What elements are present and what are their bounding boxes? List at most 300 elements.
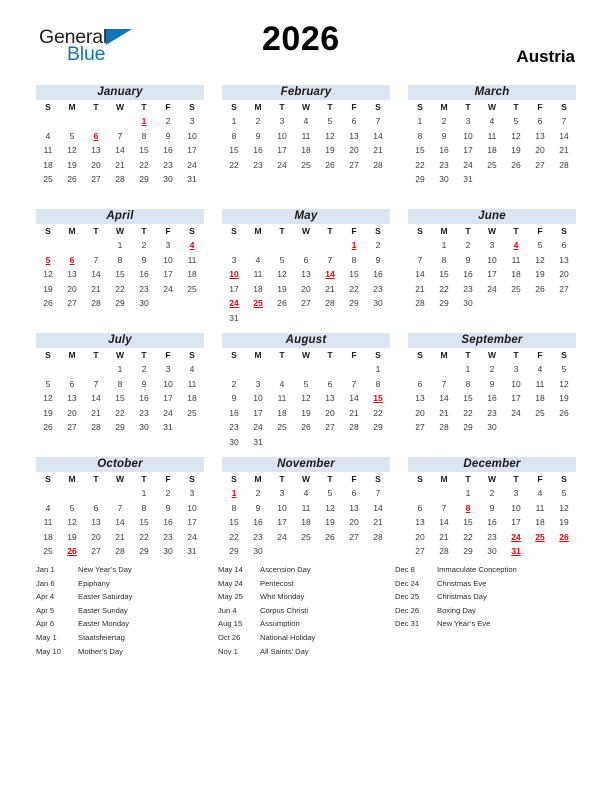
day-cell[interactable]: 21 (115, 531, 125, 542)
day-cell[interactable]: 23 (139, 283, 149, 294)
day-cell[interactable]: 19 (511, 145, 521, 156)
day-cell[interactable]: 2 (255, 116, 261, 127)
day-cell[interactable]: 8 (231, 502, 237, 513)
day-cell-holiday[interactable]: 31 (511, 546, 521, 557)
day-cell[interactable]: 13 (349, 502, 359, 513)
day-cell[interactable]: 17 (187, 145, 197, 156)
day-cell[interactable]: 16 (139, 393, 149, 404)
day-cell[interactable]: 6 (351, 488, 357, 499)
day-cell[interactable]: 2 (441, 116, 447, 127)
day-cell[interactable]: 1 (117, 240, 123, 251)
day-cell[interactable]: 12 (559, 502, 569, 513)
day-cell[interactable]: 7 (375, 116, 381, 127)
day-cell[interactable]: 9 (141, 378, 147, 389)
day-cell[interactable]: 21 (349, 407, 359, 418)
day-cell[interactable]: 21 (559, 145, 569, 156)
day-cell[interactable]: 19 (559, 517, 569, 528)
day-cell[interactable]: 23 (373, 283, 383, 294)
day-cell[interactable]: 3 (189, 488, 195, 499)
day-cell[interactable]: 18 (43, 159, 53, 170)
day-cell[interactable]: 3 (279, 116, 285, 127)
day-cell[interactable]: 27 (349, 159, 359, 170)
day-cell[interactable]: 17 (277, 145, 287, 156)
day-cell[interactable]: 15 (115, 269, 125, 280)
day-cell[interactable]: 19 (325, 145, 335, 156)
day-cell[interactable]: 22 (229, 531, 239, 542)
day-cell[interactable]: 10 (511, 378, 521, 389)
day-cell[interactable]: 26 (511, 159, 521, 170)
day-cell[interactable]: 8 (375, 378, 381, 389)
day-cell[interactable]: 3 (165, 240, 171, 251)
day-cell-holiday[interactable]: 26 (559, 531, 569, 542)
day-cell[interactable]: 29 (439, 298, 449, 309)
day-cell[interactable]: 28 (91, 422, 101, 433)
day-cell[interactable]: 14 (115, 517, 125, 528)
day-cell[interactable]: 22 (439, 283, 449, 294)
day-cell[interactable]: 22 (463, 531, 473, 542)
day-cell[interactable]: 20 (91, 159, 101, 170)
day-cell[interactable]: 29 (373, 422, 383, 433)
day-cell[interactable]: 13 (91, 517, 101, 528)
day-cell[interactable]: 19 (301, 407, 311, 418)
day-cell[interactable]: 15 (463, 393, 473, 404)
day-cell[interactable]: 28 (439, 422, 449, 433)
day-cell[interactable]: 5 (69, 502, 75, 513)
day-cell[interactable]: 9 (231, 393, 237, 404)
day-cell[interactable]: 4 (537, 364, 543, 375)
day-cell[interactable]: 11 (43, 517, 53, 528)
day-cell-holiday[interactable]: 1 (351, 240, 357, 251)
day-cell[interactable]: 9 (465, 254, 471, 265)
day-cell[interactable]: 12 (277, 269, 287, 280)
day-cell[interactable]: 4 (303, 488, 309, 499)
day-cell[interactable]: 2 (489, 488, 495, 499)
day-cell[interactable]: 12 (43, 269, 53, 280)
day-cell[interactable]: 26 (43, 298, 53, 309)
day-cell[interactable]: 20 (415, 531, 425, 542)
day-cell[interactable]: 18 (535, 517, 545, 528)
day-cell-holiday[interactable]: 8 (465, 502, 471, 513)
day-cell[interactable]: 14 (415, 269, 425, 280)
day-cell[interactable]: 1 (465, 364, 471, 375)
day-cell[interactable]: 26 (325, 531, 335, 542)
day-cell[interactable]: 26 (301, 422, 311, 433)
day-cell[interactable]: 3 (231, 254, 237, 265)
day-cell[interactable]: 31 (463, 174, 473, 185)
day-cell[interactable]: 4 (45, 130, 51, 141)
day-cell-holiday[interactable]: 6 (69, 254, 75, 265)
day-cell[interactable]: 20 (91, 531, 101, 542)
day-cell[interactable]: 19 (535, 269, 545, 280)
day-cell[interactable]: 28 (415, 298, 425, 309)
day-cell[interactable]: 7 (441, 378, 447, 389)
day-cell[interactable]: 2 (465, 240, 471, 251)
day-cell[interactable]: 3 (513, 364, 519, 375)
day-cell[interactable]: 12 (67, 145, 77, 156)
day-cell[interactable]: 27 (535, 159, 545, 170)
day-cell[interactable]: 15 (229, 517, 239, 528)
day-cell[interactable]: 7 (417, 254, 423, 265)
day-cell[interactable]: 29 (349, 298, 359, 309)
day-cell[interactable]: 14 (349, 393, 359, 404)
day-cell[interactable]: 21 (415, 283, 425, 294)
day-cell[interactable]: 11 (535, 378, 545, 389)
day-cell[interactable]: 26 (559, 407, 569, 418)
day-cell[interactable]: 19 (277, 283, 287, 294)
day-cell[interactable]: 31 (163, 422, 173, 433)
day-cell[interactable]: 13 (559, 254, 569, 265)
day-cell[interactable]: 10 (187, 130, 197, 141)
day-cell[interactable]: 11 (511, 254, 521, 265)
day-cell[interactable]: 9 (375, 254, 381, 265)
day-cell[interactable]: 17 (277, 517, 287, 528)
day-cell[interactable]: 15 (139, 517, 149, 528)
day-cell[interactable]: 4 (489, 116, 495, 127)
day-cell[interactable]: 20 (67, 407, 77, 418)
day-cell[interactable]: 7 (117, 130, 123, 141)
day-cell[interactable]: 21 (439, 531, 449, 542)
day-cell[interactable]: 17 (511, 517, 521, 528)
day-cell[interactable]: 17 (511, 393, 521, 404)
day-cell[interactable]: 16 (373, 269, 383, 280)
day-cell-holiday[interactable]: 14 (325, 269, 335, 280)
day-cell[interactable]: 14 (91, 269, 101, 280)
day-cell[interactable]: 1 (441, 240, 447, 251)
day-cell[interactable]: 3 (165, 364, 171, 375)
day-cell[interactable]: 25 (43, 174, 53, 185)
day-cell[interactable]: 27 (415, 422, 425, 433)
day-cell[interactable]: 10 (253, 393, 263, 404)
day-cell[interactable]: 5 (561, 488, 567, 499)
day-cell[interactable]: 13 (67, 393, 77, 404)
day-cell[interactable]: 16 (487, 517, 497, 528)
day-cell[interactable]: 10 (163, 254, 173, 265)
day-cell[interactable]: 4 (303, 116, 309, 127)
day-cell[interactable]: 20 (349, 145, 359, 156)
day-cell[interactable]: 7 (93, 254, 99, 265)
day-cell[interactable]: 8 (117, 254, 123, 265)
day-cell[interactable]: 13 (415, 517, 425, 528)
day-cell[interactable]: 23 (253, 159, 263, 170)
day-cell[interactable]: 6 (69, 378, 75, 389)
day-cell[interactable]: 15 (229, 145, 239, 156)
day-cell[interactable]: 2 (141, 364, 147, 375)
day-cell[interactable]: 17 (163, 393, 173, 404)
day-cell[interactable]: 30 (253, 546, 263, 557)
day-cell[interactable]: 10 (277, 502, 287, 513)
day-cell[interactable]: 14 (373, 130, 383, 141)
day-cell[interactable]: 25 (511, 283, 521, 294)
day-cell[interactable]: 6 (351, 116, 357, 127)
day-cell[interactable]: 19 (67, 531, 77, 542)
day-cell[interactable]: 24 (187, 159, 197, 170)
day-cell[interactable]: 12 (67, 517, 77, 528)
day-cell[interactable]: 7 (441, 502, 447, 513)
day-cell[interactable]: 13 (349, 130, 359, 141)
day-cell[interactable]: 11 (301, 130, 311, 141)
day-cell[interactable]: 5 (69, 130, 75, 141)
day-cell[interactable]: 16 (163, 517, 173, 528)
day-cell-holiday[interactable]: 5 (45, 254, 51, 265)
day-cell[interactable]: 27 (91, 546, 101, 557)
day-cell[interactable]: 12 (325, 502, 335, 513)
day-cell[interactable]: 13 (415, 393, 425, 404)
day-cell[interactable]: 27 (67, 422, 77, 433)
day-cell[interactable]: 12 (535, 254, 545, 265)
day-cell[interactable]: 22 (139, 531, 149, 542)
day-cell[interactable]: 22 (115, 283, 125, 294)
day-cell[interactable]: 1 (231, 116, 237, 127)
day-cell[interactable]: 3 (513, 488, 519, 499)
day-cell[interactable]: 22 (415, 159, 425, 170)
day-cell[interactable]: 8 (141, 502, 147, 513)
day-cell[interactable]: 23 (139, 407, 149, 418)
day-cell[interactable]: 28 (373, 159, 383, 170)
day-cell[interactable]: 6 (417, 378, 423, 389)
day-cell[interactable]: 8 (441, 254, 447, 265)
day-cell[interactable]: 14 (115, 145, 125, 156)
day-cell[interactable]: 20 (67, 283, 77, 294)
day-cell[interactable]: 22 (229, 159, 239, 170)
day-cell[interactable]: 4 (255, 254, 261, 265)
day-cell[interactable]: 12 (559, 378, 569, 389)
day-cell[interactable]: 11 (487, 130, 497, 141)
day-cell[interactable]: 23 (253, 531, 263, 542)
day-cell-holiday[interactable]: 4 (189, 240, 195, 251)
day-cell[interactable]: 11 (253, 269, 263, 280)
day-cell[interactable]: 21 (373, 145, 383, 156)
day-cell[interactable]: 27 (349, 531, 359, 542)
day-cell[interactable]: 2 (165, 116, 171, 127)
day-cell[interactable]: 3 (255, 378, 261, 389)
day-cell[interactable]: 30 (229, 436, 239, 447)
day-cell-holiday[interactable]: 1 (231, 488, 237, 499)
day-cell-holiday[interactable]: 26 (67, 546, 77, 557)
day-cell[interactable]: 16 (139, 269, 149, 280)
day-cell[interactable]: 24 (163, 407, 173, 418)
day-cell[interactable]: 24 (463, 159, 473, 170)
day-cell[interactable]: 19 (43, 283, 53, 294)
day-cell[interactable]: 25 (187, 283, 197, 294)
day-cell[interactable]: 7 (561, 116, 567, 127)
day-cell[interactable]: 10 (487, 254, 497, 265)
day-cell[interactable]: 13 (301, 269, 311, 280)
day-cell[interactable]: 28 (349, 422, 359, 433)
day-cell[interactable]: 24 (511, 407, 521, 418)
day-cell[interactable]: 21 (91, 283, 101, 294)
day-cell[interactable]: 6 (561, 240, 567, 251)
day-cell[interactable]: 11 (277, 393, 287, 404)
day-cell[interactable]: 22 (463, 407, 473, 418)
day-cell[interactable]: 3 (465, 116, 471, 127)
day-cell[interactable]: 30 (163, 546, 173, 557)
day-cell[interactable]: 27 (91, 174, 101, 185)
day-cell[interactable]: 6 (303, 254, 309, 265)
day-cell[interactable]: 10 (511, 502, 521, 513)
day-cell[interactable]: 18 (277, 407, 287, 418)
day-cell[interactable]: 13 (91, 145, 101, 156)
day-cell-holiday[interactable]: 4 (513, 240, 519, 251)
day-cell[interactable]: 24 (163, 283, 173, 294)
day-cell[interactable]: 30 (487, 546, 497, 557)
day-cell[interactable]: 14 (373, 502, 383, 513)
day-cell-holiday[interactable]: 6 (93, 130, 99, 141)
day-cell[interactable]: 19 (43, 407, 53, 418)
day-cell[interactable]: 1 (117, 364, 123, 375)
day-cell[interactable]: 30 (463, 298, 473, 309)
day-cell[interactable]: 8 (117, 378, 123, 389)
day-cell[interactable]: 28 (91, 298, 101, 309)
day-cell[interactable]: 24 (253, 422, 263, 433)
day-cell[interactable]: 16 (163, 145, 173, 156)
day-cell[interactable]: 20 (301, 283, 311, 294)
day-cell[interactable]: 11 (301, 502, 311, 513)
day-cell[interactable]: 25 (187, 407, 197, 418)
day-cell-holiday[interactable]: 10 (229, 269, 239, 280)
day-cell[interactable]: 23 (163, 159, 173, 170)
day-cell[interactable]: 9 (255, 130, 261, 141)
day-cell[interactable]: 28 (115, 546, 125, 557)
day-cell[interactable]: 4 (279, 378, 285, 389)
day-cell[interactable]: 16 (439, 145, 449, 156)
day-cell[interactable]: 21 (115, 159, 125, 170)
day-cell[interactable]: 17 (463, 145, 473, 156)
day-cell[interactable]: 16 (253, 517, 263, 528)
day-cell[interactable]: 25 (43, 546, 53, 557)
day-cell[interactable]: 21 (439, 407, 449, 418)
day-cell[interactable]: 14 (439, 517, 449, 528)
day-cell[interactable]: 30 (439, 174, 449, 185)
day-cell[interactable]: 2 (255, 488, 261, 499)
day-cell[interactable]: 11 (187, 378, 197, 389)
day-cell[interactable]: 24 (187, 531, 197, 542)
day-cell[interactable]: 18 (253, 283, 263, 294)
day-cell[interactable]: 14 (439, 393, 449, 404)
day-cell[interactable]: 19 (325, 517, 335, 528)
day-cell[interactable]: 23 (163, 531, 173, 542)
day-cell[interactable]: 12 (325, 130, 335, 141)
day-cell[interactable]: 29 (463, 422, 473, 433)
day-cell[interactable]: 5 (45, 378, 51, 389)
day-cell[interactable]: 8 (141, 130, 147, 141)
day-cell[interactable]: 9 (165, 502, 171, 513)
general-blue-logo[interactable] (39, 27, 159, 69)
day-cell[interactable]: 25 (487, 159, 497, 170)
day-cell[interactable]: 10 (163, 378, 173, 389)
day-cell[interactable]: 23 (229, 422, 239, 433)
day-cell[interactable]: 30 (139, 422, 149, 433)
day-cell[interactable]: 25 (301, 159, 311, 170)
day-cell-holiday[interactable]: 24 (511, 531, 521, 542)
day-cell[interactable]: 26 (325, 159, 335, 170)
day-cell[interactable]: 2 (489, 364, 495, 375)
day-cell[interactable]: 11 (43, 145, 53, 156)
day-cell[interactable]: 21 (91, 407, 101, 418)
day-cell[interactable]: 16 (463, 269, 473, 280)
day-cell[interactable]: 29 (463, 546, 473, 557)
day-cell[interactable]: 16 (487, 393, 497, 404)
day-cell[interactable]: 9 (141, 254, 147, 265)
day-cell[interactable]: 15 (415, 145, 425, 156)
day-cell[interactable]: 9 (441, 130, 447, 141)
day-cell[interactable]: 27 (325, 422, 335, 433)
day-cell[interactable]: 26 (67, 174, 77, 185)
day-cell[interactable]: 5 (327, 488, 333, 499)
day-cell-holiday[interactable]: 25 (535, 531, 545, 542)
day-cell[interactable]: 23 (487, 407, 497, 418)
day-cell[interactable]: 15 (349, 269, 359, 280)
day-cell[interactable]: 15 (115, 393, 125, 404)
day-cell[interactable]: 28 (115, 174, 125, 185)
day-cell[interactable]: 2 (141, 240, 147, 251)
day-cell[interactable]: 5 (561, 364, 567, 375)
day-cell[interactable]: 19 (559, 393, 569, 404)
day-cell[interactable]: 21 (325, 283, 335, 294)
day-cell[interactable]: 17 (163, 269, 173, 280)
day-cell[interactable]: 8 (351, 254, 357, 265)
day-cell[interactable]: 19 (67, 159, 77, 170)
day-cell[interactable]: 2 (375, 240, 381, 251)
day-cell[interactable]: 15 (463, 517, 473, 528)
day-cell[interactable]: 5 (537, 240, 543, 251)
day-cell[interactable]: 25 (277, 422, 287, 433)
day-cell[interactable]: 28 (325, 298, 335, 309)
day-cell[interactable]: 26 (43, 422, 53, 433)
day-cell[interactable]: 28 (559, 159, 569, 170)
day-cell[interactable]: 14 (559, 130, 569, 141)
day-cell[interactable]: 22 (139, 159, 149, 170)
day-cell[interactable]: 30 (487, 422, 497, 433)
day-cell[interactable]: 15 (439, 269, 449, 280)
day-cell[interactable]: 11 (187, 254, 197, 265)
day-cell[interactable]: 31 (187, 546, 197, 557)
day-cell[interactable]: 6 (327, 378, 333, 389)
day-cell[interactable]: 16 (253, 145, 263, 156)
day-cell[interactable]: 6 (537, 116, 543, 127)
day-cell[interactable]: 20 (415, 407, 425, 418)
day-cell[interactable]: 1 (465, 488, 471, 499)
day-cell[interactable]: 18 (301, 517, 311, 528)
day-cell[interactable]: 20 (535, 145, 545, 156)
day-cell[interactable]: 28 (439, 546, 449, 557)
day-cell[interactable]: 12 (43, 393, 53, 404)
day-cell[interactable]: 30 (139, 298, 149, 309)
day-cell[interactable]: 20 (559, 269, 569, 280)
day-cell[interactable]: 8 (417, 130, 423, 141)
day-cell[interactable]: 17 (187, 517, 197, 528)
day-cell[interactable]: 11 (535, 502, 545, 513)
day-cell[interactable]: 10 (277, 130, 287, 141)
day-cell[interactable]: 30 (163, 174, 173, 185)
day-cell[interactable]: 10 (187, 502, 197, 513)
day-cell[interactable]: 4 (189, 364, 195, 375)
day-cell[interactable]: 5 (327, 116, 333, 127)
day-cell[interactable]: 13 (67, 269, 77, 280)
day-cell[interactable]: 25 (535, 407, 545, 418)
day-cell[interactable]: 18 (187, 269, 197, 280)
day-cell[interactable]: 31 (253, 436, 263, 447)
day-cell-holiday[interactable]: 25 (253, 298, 263, 309)
day-cell[interactable]: 1 (417, 116, 423, 127)
day-cell[interactable]: 27 (559, 283, 569, 294)
day-cell[interactable]: 31 (229, 312, 239, 323)
day-cell[interactable]: 9 (489, 378, 495, 389)
day-cell[interactable]: 23 (463, 283, 473, 294)
day-cell[interactable]: 9 (165, 130, 171, 141)
day-cell[interactable]: 24 (277, 531, 287, 542)
day-cell[interactable]: 9 (489, 502, 495, 513)
day-cell[interactable]: 22 (349, 283, 359, 294)
